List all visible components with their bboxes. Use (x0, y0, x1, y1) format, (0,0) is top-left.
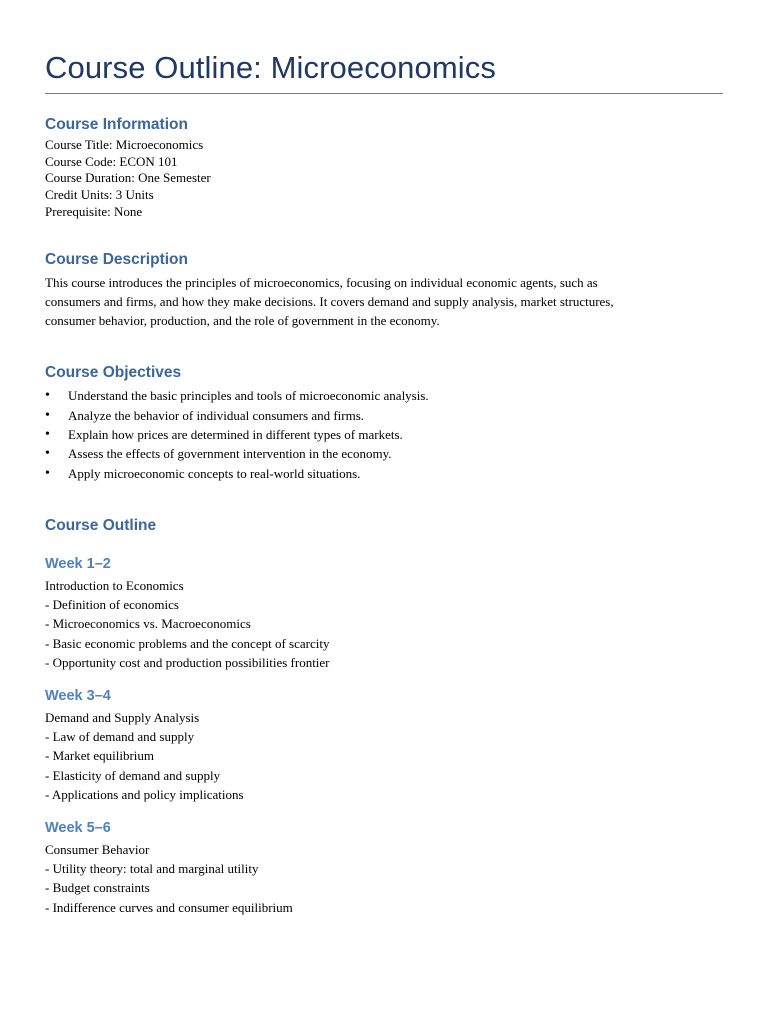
week-content (45, 576, 723, 672)
list-item (45, 464, 723, 483)
list-item (45, 444, 723, 463)
credit-units-line: Credit Units: 3 Units (45, 187, 154, 203)
course-description-heading: Course Description (45, 250, 188, 268)
list-item (45, 425, 723, 444)
objectives-list (45, 386, 723, 482)
week-topic: Demand and Supply Analysis (45, 709, 200, 725)
week-topic: Introduction to Economics (45, 577, 184, 593)
course-objectives-section (45, 363, 723, 482)
week-subtopic: - Market equilibrium (45, 748, 155, 764)
week-block (45, 818, 723, 917)
week-subtopic: - Law of demand and supply (45, 729, 195, 745)
course-title-line: Course Title: Microeconomics (45, 137, 204, 152)
description-line: consumer behavior, production, and the role of government in the economy. (45, 313, 440, 329)
title-divider (45, 93, 723, 94)
course-description-text (45, 273, 723, 331)
objective-text: Apply microeconomic concepts to real-world situations. (68, 465, 361, 481)
bullet-icon: • (45, 427, 50, 442)
course-code-line: Course Code: ECON 101 (45, 153, 178, 169)
list-item (45, 386, 723, 405)
week-subtopic: - Budget constraints (45, 880, 150, 896)
week-topic: Consumer Behavior (45, 841, 150, 857)
prerequisite-line: Prerequisite: None (45, 203, 143, 219)
objective-text: Understand the basic principles and tools of microeconomic analysis. (68, 388, 429, 404)
week-content (45, 708, 723, 804)
list-item (45, 406, 723, 425)
bullet-icon: • (45, 465, 50, 481)
objective-text: Assess the effects of government intervention in the economy. (68, 446, 392, 462)
course-objectives-heading: Course Objectives (45, 364, 182, 382)
course-outline-section (45, 516, 723, 917)
course-information-section (45, 115, 723, 221)
week-subtopic: - Utility theory: total and marginal utility (45, 861, 259, 877)
document-title: Course Outline: Microeconomics (45, 50, 496, 85)
week-heading: Week 1–2 (45, 555, 111, 572)
bullet-icon: • (45, 446, 50, 462)
description-line: This course introduces the principles of microeconomics, focusing on individual economic agents, such as (45, 274, 598, 290)
week-subtopic: - Applications and policy implications (45, 786, 244, 802)
week-subtopic: - Definition of economics (45, 597, 179, 613)
week-heading: Week 5–6 (45, 819, 111, 836)
document-page (45, 0, 723, 917)
objective-text: Analyze the behavior of individual consumers and firms. (68, 407, 365, 423)
week-subtopic: - Opportunity cost and production possibilities frontier (45, 654, 330, 670)
week-subtopic: - Indifference curves and consumer equilibrium (45, 899, 293, 915)
course-information-lines (45, 137, 723, 221)
course-description-section (45, 250, 723, 331)
week-subtopic: - Elasticity of demand and supply (45, 767, 221, 783)
week-subtopic: - Basic economic problems and the concept of scarcity (45, 635, 330, 651)
course-duration-line: Course Duration: One Semester (45, 170, 211, 186)
course-information-heading: Course Information (45, 116, 188, 133)
bullet-icon: • (45, 388, 50, 404)
course-outline-heading: Course Outline (45, 516, 157, 534)
week-content (45, 840, 723, 917)
description-line: consumers and firms, and how they make decisions. It covers demand and supply analysis, market structures, (45, 293, 614, 309)
week-subtopic: - Microeconomics vs. Macroeconomics (45, 616, 251, 632)
week-block (45, 686, 723, 804)
bullet-icon: • (45, 407, 50, 423)
objective-text: Explain how prices are determined in different types of markets. (68, 427, 403, 442)
week-block (45, 554, 723, 672)
week-heading: Week 3–4 (45, 687, 111, 704)
